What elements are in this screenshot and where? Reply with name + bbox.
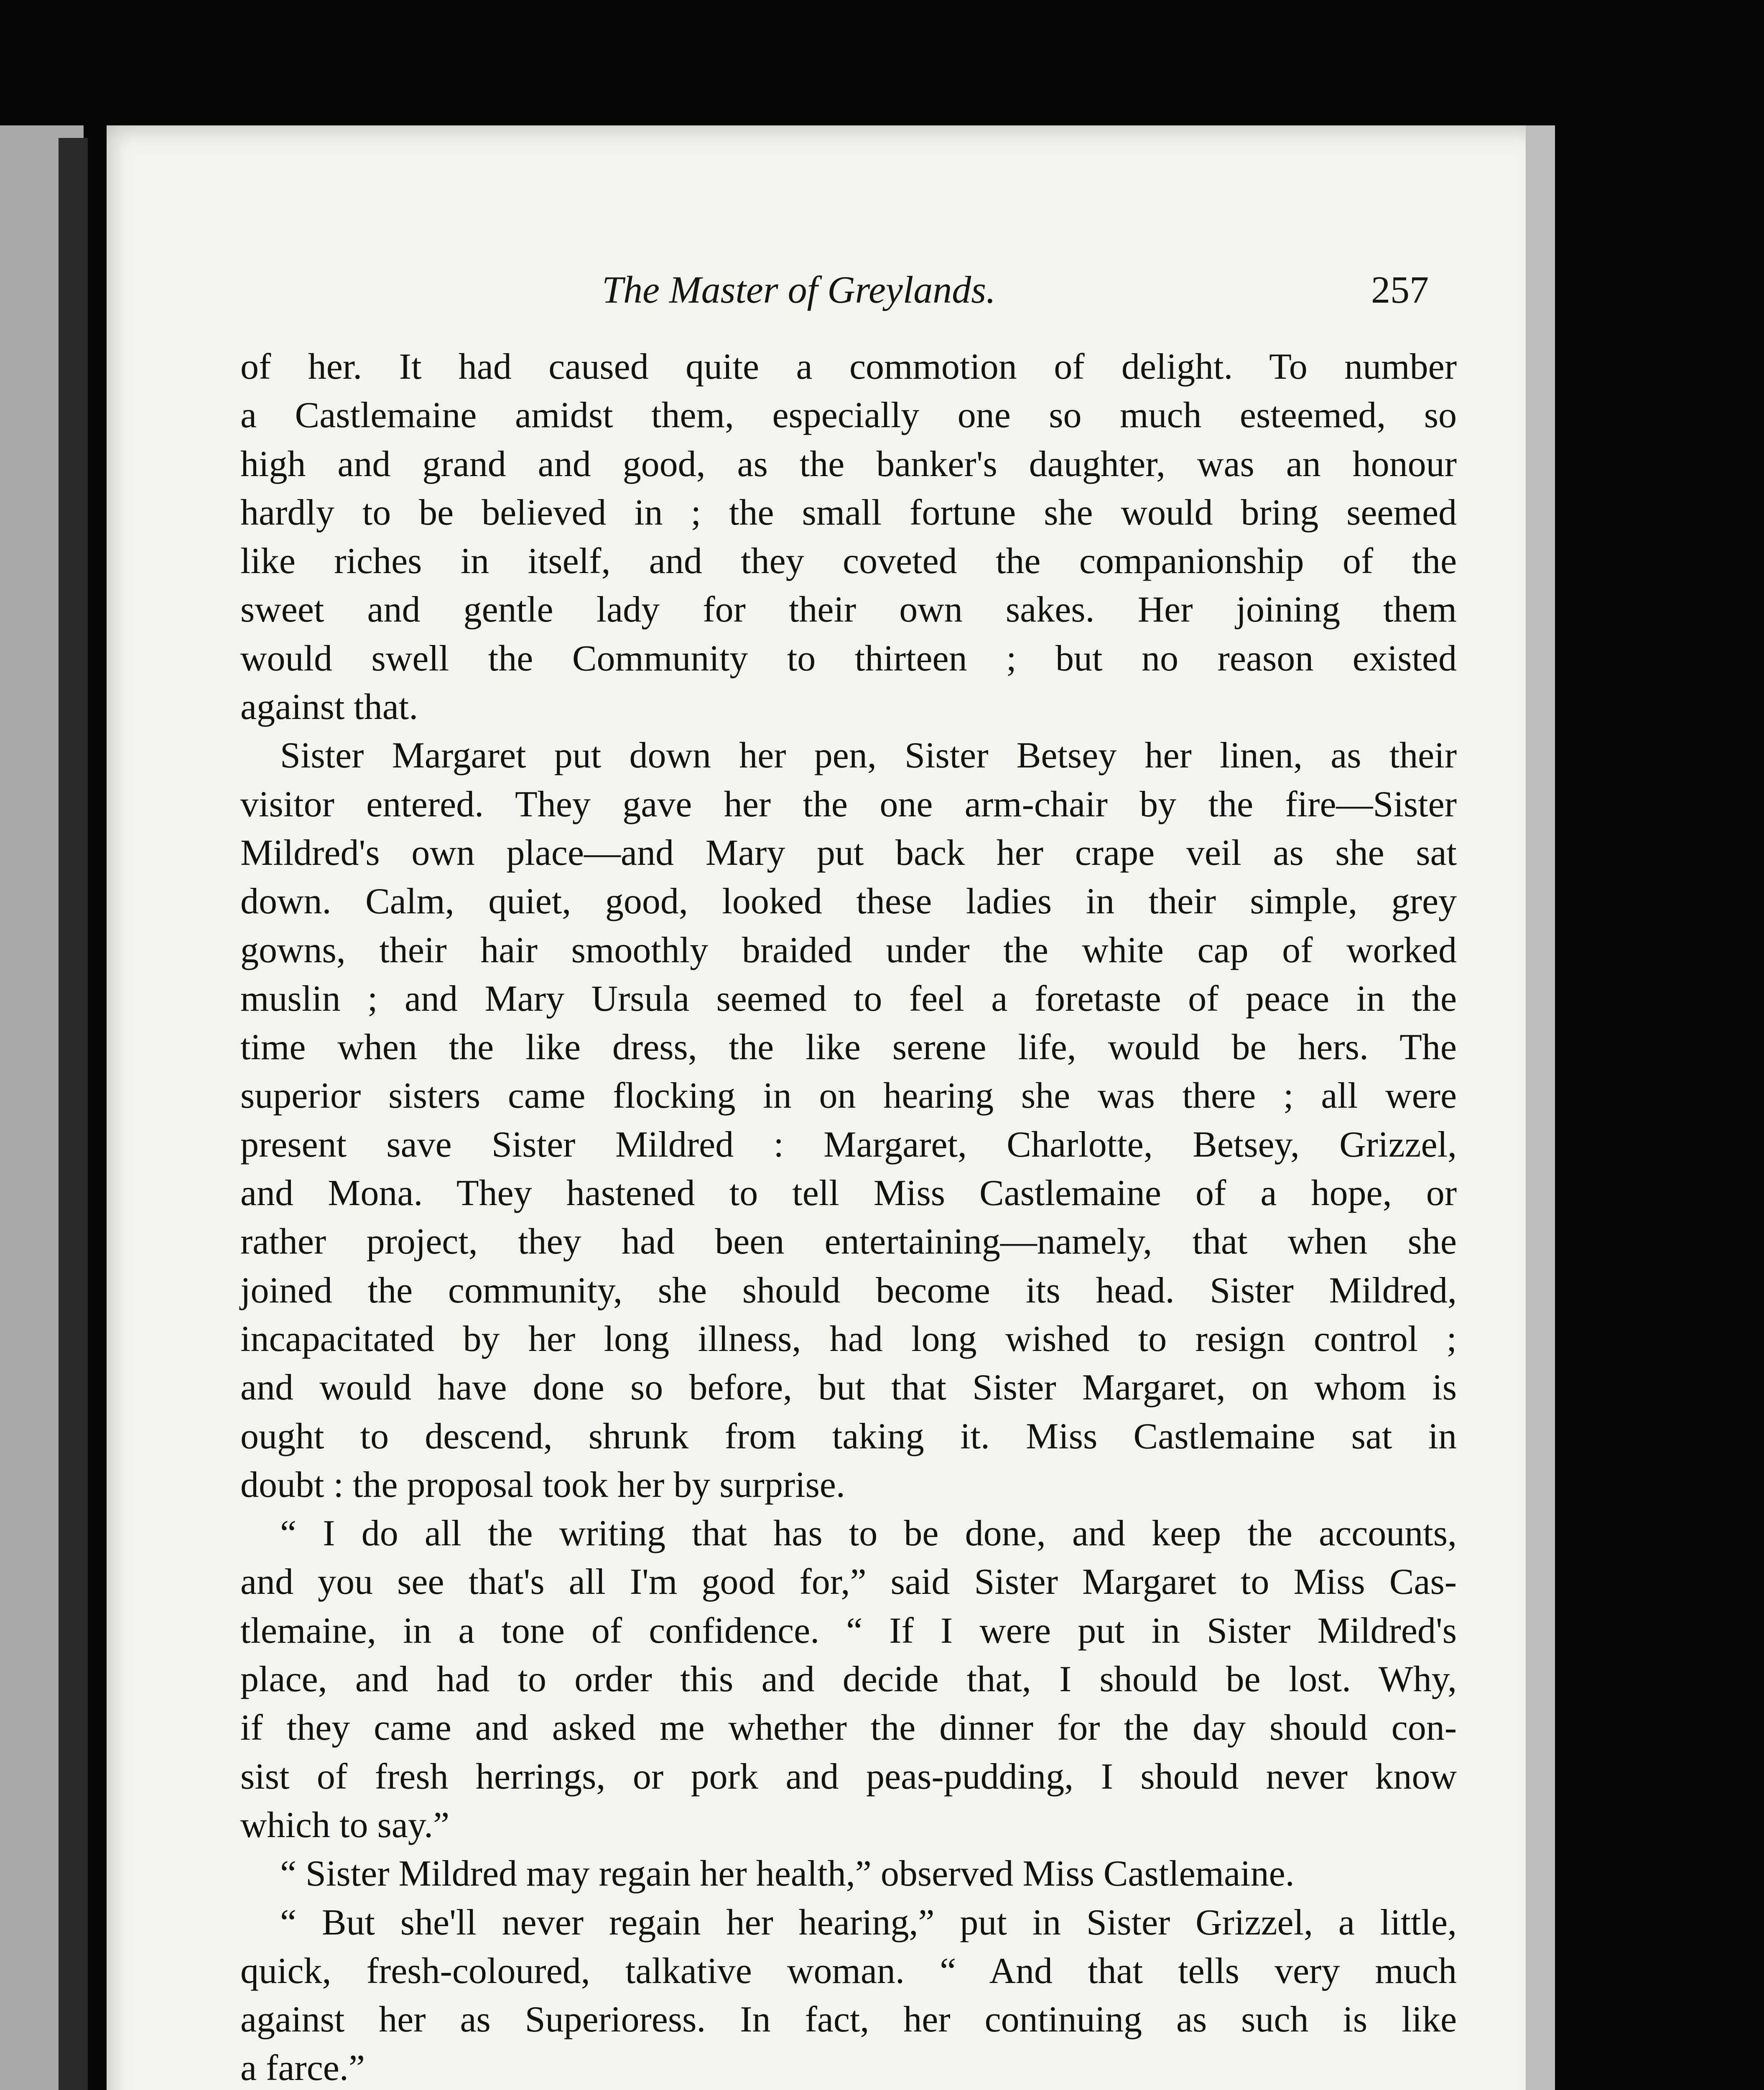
text-line: like riches in itself, and they coveted the companionship of the [240,541,1457,582]
text-line: and Mona. They hastened to tell Miss Castlemaine of a hope, or [240,1173,1457,1214]
running-title: The Master of Greylands. [602,268,996,311]
text-line: ought to descend, shrunk from taking it. Miss Castlemaine sat in [240,1416,1457,1457]
text-line: “ Sister Mildred may regain her health,” observed Miss Castlemaine. [280,1853,1295,1894]
text-line: if they came and asked me whether the dinner for the day should con- [240,1708,1457,1748]
text-line: present save Sister Mildred : Margaret, Charlotte, Betsey, Grizzel, [240,1124,1457,1165]
text-line: hardly to be believed in ; the small fortune she would bring seemed [240,492,1457,533]
text-line: and you see that's all I'm good for,” said Sister Margaret to Miss Cas- [240,1562,1457,1603]
text-line: visitor entered. They gave her the one arm-chair by the fire—Sister [240,784,1457,825]
text-line: superior sisters came flocking in on hearing she was there ; all were [240,1076,1457,1116]
text-line: high and grand and good, as the banker's daughter, was an honour [240,443,1457,484]
text-line: “ I do all the writing that has to be done, and keep the accounts, [280,1513,1457,1554]
paragraph [240,1899,1457,2090]
paragraph [240,343,1457,732]
text-line: a Castlemaine amidst them, especially one so much esteemed, so [240,395,1457,436]
paragraph [240,1509,1457,1850]
text-line: would swell the Community to thirteen ; but no reason existed [240,638,1457,679]
text-line: of her. It had caused quite a commotion of delight. To number [240,347,1457,387]
text-line: doubt : the proposal took her by surprise. [240,1464,845,1505]
text-line: joined the community, she should become its head. Sister Mildred, [240,1270,1457,1311]
text-line: against that. [240,687,418,728]
text-line: Mildred's own place—and Mary put back her crape veil as she sat [240,832,1457,873]
text-line: muslin ; and Mary Ursula seemed to feel a foretaste of peace in the [240,978,1457,1019]
text-line: incapacitated by her long illness, had long wished to resign control ; [240,1318,1457,1359]
text-line: sist of fresh herrings, or pork and peas-pudding, I should never know [240,1756,1457,1797]
text-line: tlemaine, in a tone of confidence. “ If I were put in Sister Mildred's [240,1610,1457,1651]
text-line: quick, fresh-coloured, talkative woman. “ And that tells very much [240,1950,1457,1991]
text-line: gowns, their hair smoothly braided under the white cap of worked [240,930,1457,971]
text-line: time when the like dress, the like serene life, would be hers. The [240,1027,1457,1068]
body-text [240,343,1457,2090]
text-line: down. Calm, quiet, good, looked these ladies in their simple, grey [240,881,1457,922]
binding-gutter [59,138,88,2090]
page-number: 257 [1371,268,1429,311]
page-edge [1526,125,1555,2090]
text-line: “ But she'll never regain her hearing,” put in Sister Grizzel, a little, [280,1902,1457,1943]
text-line: place, and had to order this and decide that, I should be lost. Why, [240,1659,1457,1700]
text-line: against her as Superioress. In fact, her continuing as such is like [240,1999,1457,2040]
text-line: rather project, they had been entertaining—namely, that when she [240,1221,1457,1262]
text-line: Sister Margaret put down her pen, Sister Betsey her linen, as their [280,735,1457,776]
paragraph [240,732,1457,1509]
text-line: a farce.” [240,2048,365,2089]
text-line: which to say.” [240,1805,450,1845]
paragraph [240,1850,1457,1898]
text-line: sweet and gentle lady for their own sakes. Her joining them [240,589,1457,630]
text-line: and would have done so before, but that Sister Margaret, on whom is [240,1367,1457,1408]
